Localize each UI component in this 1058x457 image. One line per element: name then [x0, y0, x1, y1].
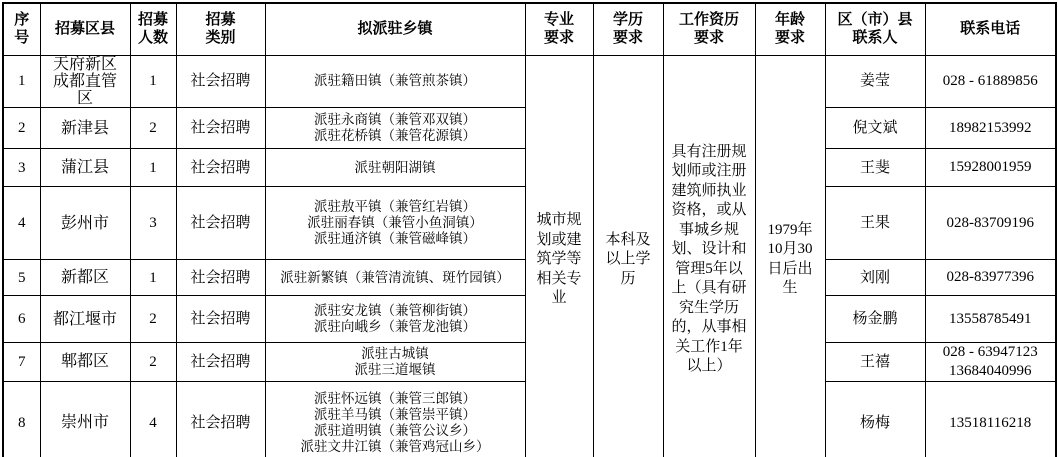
- age-requirement-cell: [755, 55, 825, 457]
- header-education-line1: 学历: [612, 11, 643, 28]
- header-phone-line: 联系电话: [960, 20, 1021, 37]
- header-category-line2: 类别: [205, 30, 236, 47]
- count-cell: 2: [130, 343, 176, 382]
- phone-cell: [925, 55, 1056, 108]
- header-age-line2: 要求: [774, 30, 805, 47]
- header-district-line: 招募区县: [54, 20, 115, 37]
- seq-cell: 7: [3, 343, 40, 382]
- township-line: 派驻道明镇（兼管公议乡）: [314, 423, 476, 439]
- district-cell: 蒲江县: [40, 149, 130, 187]
- experience-requirement-text: 具有注册规划师或注册建筑师执业资格，或从事城乡规划、设计和管理5年以上（具有研究生学历的，从事相关工作1年以上）: [671, 143, 747, 375]
- townships-cell: [265, 296, 525, 343]
- contact-cell: 王斐: [825, 149, 925, 187]
- township-line: 派驻花桥镇（兼管花源镇）: [314, 128, 476, 144]
- category-cell: 社会招聘: [176, 343, 265, 382]
- township-line: 派驻永商镇（兼管邓双镇）: [314, 112, 476, 128]
- header-contact-line1: 区（市）县: [837, 11, 913, 28]
- header-age: [755, 3, 825, 55]
- profession-requirement-text: 城市规划或建筑学等相关专业: [536, 212, 582, 307]
- header-count-line1: 招募: [137, 11, 168, 28]
- district-cell: 都江堰市: [40, 296, 130, 343]
- township-line: 派驻安龙镇（兼管柳街镇）: [314, 303, 476, 319]
- township-line: 派驻敖平镇（兼管红岩镇）: [314, 199, 476, 215]
- header-seq: [3, 3, 40, 55]
- district-cell: 彭州市: [40, 187, 130, 260]
- phone-line: 15928001959: [949, 159, 1032, 176]
- townships-cell: [265, 149, 525, 187]
- township-line: 派驻朝阳湖镇: [354, 159, 436, 175]
- category-cell: 社会招聘: [176, 260, 265, 296]
- seq-cell: 8: [3, 381, 40, 457]
- seq-cell: 1: [3, 55, 40, 108]
- phone-line: 13684040996: [949, 363, 1032, 380]
- township-line: 派驻向峨乡（兼管龙池镇）: [314, 319, 476, 335]
- township-line: 派驻新繁镇（兼管清流镇、斑竹园镇）: [280, 269, 510, 285]
- contact-cell: 姜莹: [825, 55, 925, 108]
- contact-cell: 杨梅: [825, 381, 925, 457]
- contact-cell: 杨金鹏: [825, 296, 925, 343]
- age-requirement-text: 1979年10月30日后出生: [767, 221, 813, 297]
- township-line: 派驻羊马镇（兼管崇平镇）: [314, 406, 476, 422]
- district-text: 天府新区成都直管区: [52, 55, 117, 108]
- district-cell: 新都区: [40, 260, 130, 296]
- header-profession: [525, 3, 593, 55]
- district-cell: 郫都区: [40, 343, 130, 382]
- district-cell: 崇州市: [40, 381, 130, 457]
- phone-cell: [925, 343, 1056, 382]
- header-seq-line2: 号: [14, 30, 30, 47]
- townships-cell: [265, 187, 525, 260]
- seq-cell: 2: [3, 108, 40, 149]
- phone-line: 13558785491: [949, 310, 1032, 327]
- phone-line: 13518116218: [949, 414, 1032, 431]
- townships-cell: [265, 108, 525, 149]
- count-cell: 2: [130, 108, 176, 149]
- seq-cell: 5: [3, 260, 40, 296]
- contact-cell: 倪文斌: [825, 108, 925, 149]
- seq-cell: 6: [3, 296, 40, 343]
- category-cell: 社会招聘: [176, 381, 265, 457]
- phone-cell: [925, 108, 1056, 149]
- phone-line: 028 - 63947123: [942, 344, 1038, 361]
- header-age-line1: 年龄: [774, 11, 805, 28]
- phone-cell: [925, 381, 1056, 457]
- header-contact-line2: 联系人: [852, 30, 898, 47]
- header-profession-line2: 要求: [543, 30, 574, 47]
- count-cell: 2: [130, 296, 176, 343]
- header-category: [176, 3, 265, 55]
- header-experience-line1: 工作资历: [678, 11, 739, 28]
- count-cell: 3: [130, 187, 176, 260]
- category-cell: 社会招聘: [176, 187, 265, 260]
- phone-line: 028 - 61889856: [942, 73, 1038, 90]
- header-townships-line: 拟派驻乡镇: [357, 20, 433, 37]
- recruitment-table: [2, 2, 1057, 457]
- township-line: 派驻丽春镇（兼管小鱼洞镇）: [307, 215, 483, 231]
- townships-cell: [265, 381, 525, 457]
- category-cell: 社会招聘: [176, 55, 265, 108]
- experience-requirement-cell: [663, 55, 755, 457]
- count-cell: 1: [130, 55, 176, 108]
- education-requirement-text: 本科及以上学历: [605, 231, 651, 287]
- header-count: [130, 3, 176, 55]
- phone-cell: [925, 187, 1056, 260]
- township-line: 派驻三道堰镇: [354, 362, 436, 378]
- header-education: [593, 3, 663, 55]
- phone-line: 028-83977396: [946, 269, 1034, 286]
- header-experience-line2: 要求: [693, 30, 724, 47]
- category-cell: 社会招聘: [176, 149, 265, 187]
- townships-cell: [265, 343, 525, 382]
- phone-cell: [925, 260, 1056, 296]
- header-profession-line1: 专业: [543, 11, 574, 28]
- township-line: 派驻怀远镇（兼管三郎镇）: [314, 390, 476, 406]
- count-cell: 1: [130, 260, 176, 296]
- header-phone: [925, 3, 1056, 55]
- header-experience: [663, 3, 755, 55]
- category-cell: 社会招聘: [176, 108, 265, 149]
- district-cell: 新津县: [40, 108, 130, 149]
- contact-cell: 王果: [825, 187, 925, 260]
- townships-cell: [265, 55, 525, 108]
- seq-cell: 3: [3, 149, 40, 187]
- townships-cell: [265, 260, 525, 296]
- township-line: 派驻古城镇: [361, 345, 429, 361]
- district-cell: [40, 55, 130, 108]
- education-requirement-cell: [593, 55, 663, 457]
- category-cell: 社会招聘: [176, 296, 265, 343]
- header-education-line2: 要求: [612, 30, 643, 47]
- contact-cell: 王禧: [825, 343, 925, 382]
- header-count-line2: 人数: [137, 30, 168, 47]
- phone-cell: [925, 149, 1056, 187]
- contact-cell: 刘刚: [825, 260, 925, 296]
- phone-cell: [925, 296, 1056, 343]
- township-line: 派驻文井江镇（兼管鸡冠山乡）: [300, 439, 490, 455]
- header-contact: [825, 3, 925, 55]
- header-seq-line1: 序: [14, 11, 30, 28]
- township-line: 派驻籍田镇（兼管煎茶镇）: [314, 73, 476, 89]
- header-row: [3, 3, 1056, 55]
- header-townships: [265, 3, 525, 55]
- profession-requirement-cell: [525, 55, 593, 457]
- phone-line: 028-83709196: [946, 214, 1034, 231]
- count-cell: 4: [130, 381, 176, 457]
- header-district: [40, 3, 130, 55]
- table-row: [3, 55, 1056, 108]
- seq-cell: 4: [3, 187, 40, 260]
- township-line: 派驻通济镇（兼管磁峰镇）: [314, 231, 476, 247]
- header-category-line1: 招募: [205, 11, 236, 28]
- count-cell: 1: [130, 149, 176, 187]
- phone-line: 18982153992: [949, 119, 1032, 136]
